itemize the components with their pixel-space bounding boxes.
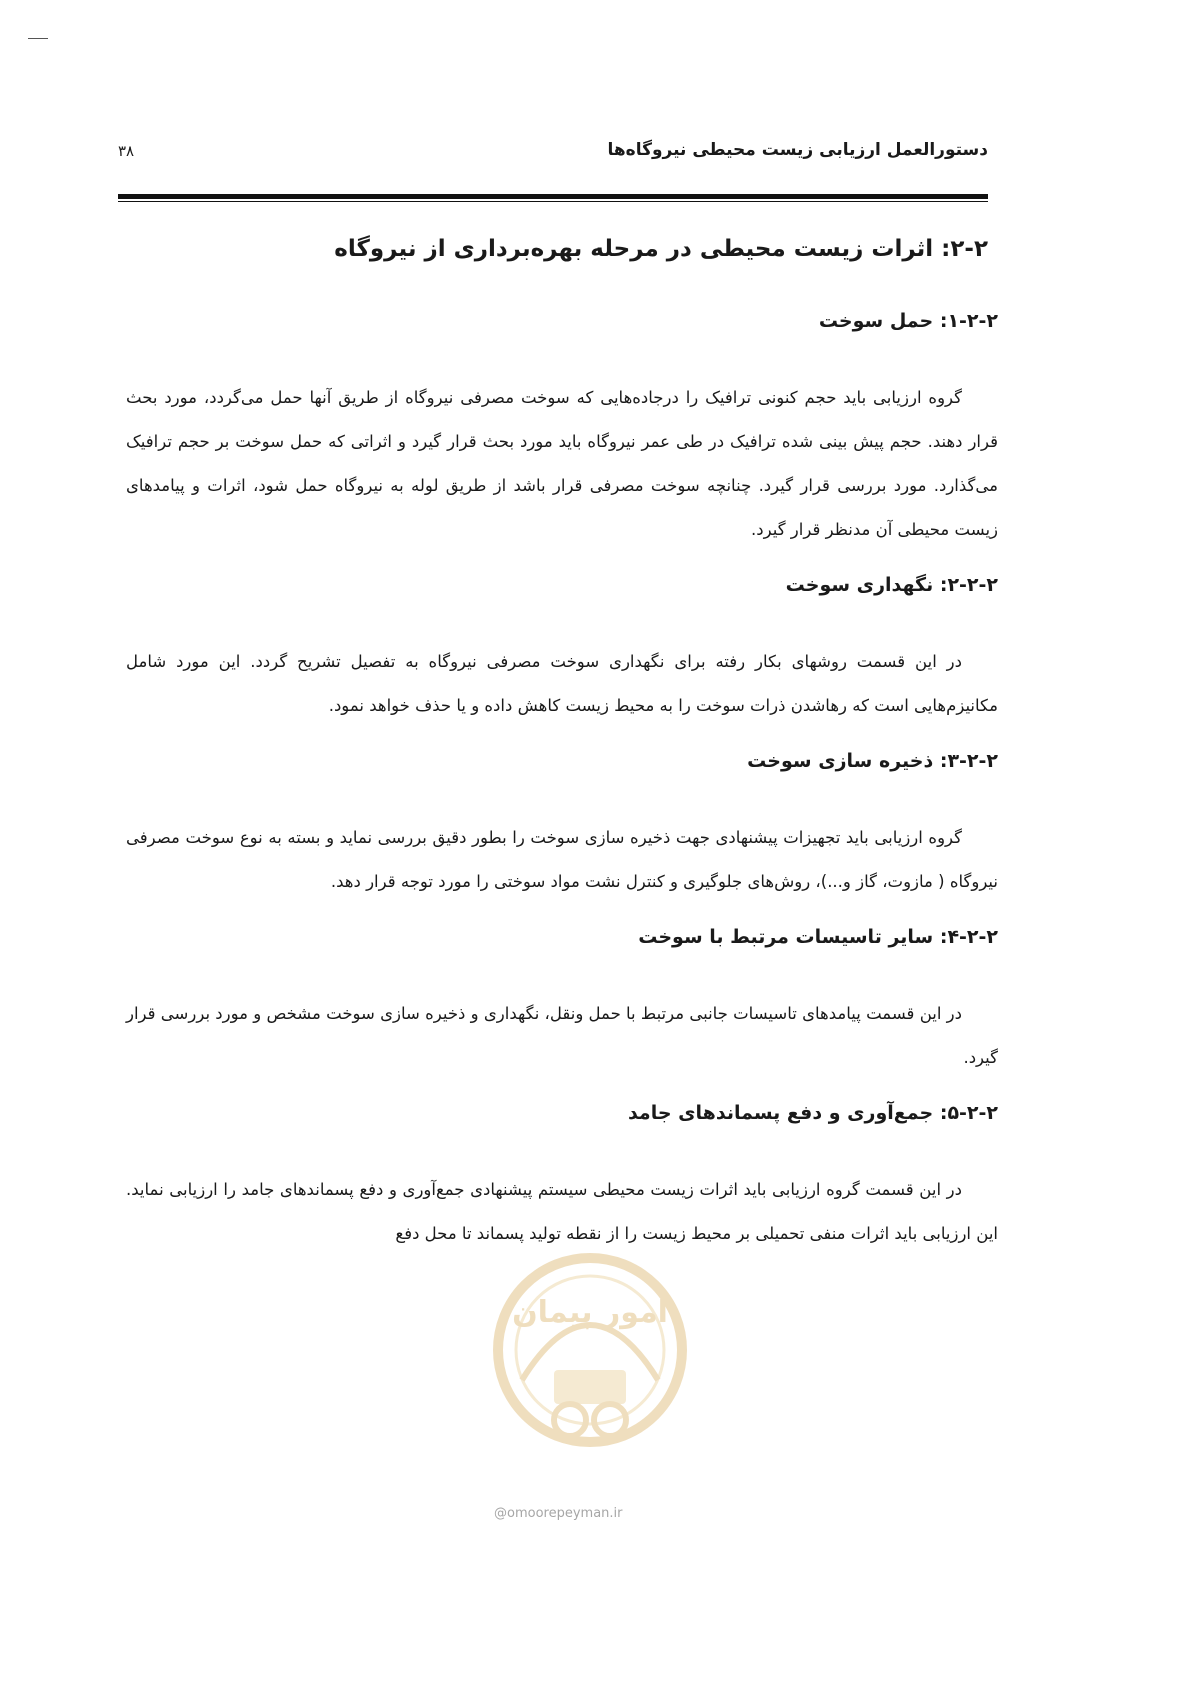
paragraph: گروه ارزیابی باید حجم کنونی ترافیک را درجاده‌هایی که سوخت مصرفی نیروگاه از طریق آنها حمل می‌گردد، مورد بحث قرار دهند. حجم پیش بینی شده ترافیک در طی عمر نیروگاه باید مورد بحث قرار گیرد و اثراتی که حمل سوخت بر حجم ترافیک می‌گذارد. مورد بررسی قرار گیرد. چنانچه سوخت مصرفی قرار باشد از طریق لوله به نیروگاه حمل شود، اثرات و پیامدهای زیست محیطی آن مدنظر قرار گیرد. xyxy=(126,388,998,539)
section-fuel-storage xyxy=(126,750,998,904)
paragraph: گروه ارزیابی باید تجهیزات پیشنهادی جهت ذخیره سازی سوخت را بطور دقیق بررسی نماید و بسته به نوع سوخت مصرفی نیروگاه ( مازوت، گاز و...)، روش‌های جلوگیری و کنترل نشت مواد سوختی را مورد توجه قرار دهد. xyxy=(126,828,998,891)
subsection-heading: ۴-۲-۲: سایر تاسیسات مرتبط با سوخت xyxy=(638,926,998,948)
scan-mark xyxy=(28,38,48,39)
subsection-heading: ۱-۲-۲: حمل سوخت xyxy=(818,310,998,332)
section-title: ۲-۲: اثرات زیست محیطی در مرحله بهره‌برداری از نیروگاه xyxy=(334,236,988,262)
subsection-heading: ۳-۲-۲: ذخیره سازی سوخت xyxy=(747,750,998,772)
page-content xyxy=(126,236,998,1278)
subsection-heading: ۵-۲-۲: جمع‌آوری و دفع پسماندهای جامد xyxy=(627,1102,998,1124)
section-fuel-transport xyxy=(126,310,998,552)
header-rule-thick xyxy=(118,194,988,199)
page-header xyxy=(118,140,988,166)
section-fuel-facilities xyxy=(126,926,998,1080)
subsection-heading: ۲-۲-۲: نگهداری سوخت xyxy=(785,574,998,596)
watermark-url: @omoorepeyman.ir xyxy=(494,1506,623,1521)
page-number: ۳۸ xyxy=(118,142,135,160)
header-rule-thin xyxy=(118,201,988,202)
watermark-logo-text: امور پیمان xyxy=(512,1295,668,1330)
paragraph: در این قسمت روشهای بکار رفته برای نگهداری سوخت مصرفی نیروگاه به تفصیل تشریح گردد. این مورد شامل مکانیزم‌هایی است که رهاشدن ذرات سوخت را به محیط زیست کاهش داده و یا حذف خواهد نمود. xyxy=(126,652,998,715)
paragraph: در این قسمت پیامدهای تاسیسات جانبی مرتبط با حمل ونقل، نگهداری و ذخیره سازی سوخت مشخص و مورد بررسی قرار گیرد. xyxy=(126,1004,998,1067)
running-head: دستورالعمل ارزیابی زیست محیطی نیروگاه‌ها xyxy=(607,140,988,160)
section-fuel-keeping xyxy=(126,574,998,728)
paragraph: در این قسمت گروه ارزیابی باید اثرات زیست محیطی سیستم پیشنهادی جمع‌آوری و دفع پسماندهای جامد را ارزیابی نماید. این ارزیابی باید اثرات منفی تحمیلی بر محیط زیست را از نقطه تولید پسماند تا محل دفع xyxy=(126,1180,998,1243)
section-solid-waste xyxy=(126,1102,998,1256)
